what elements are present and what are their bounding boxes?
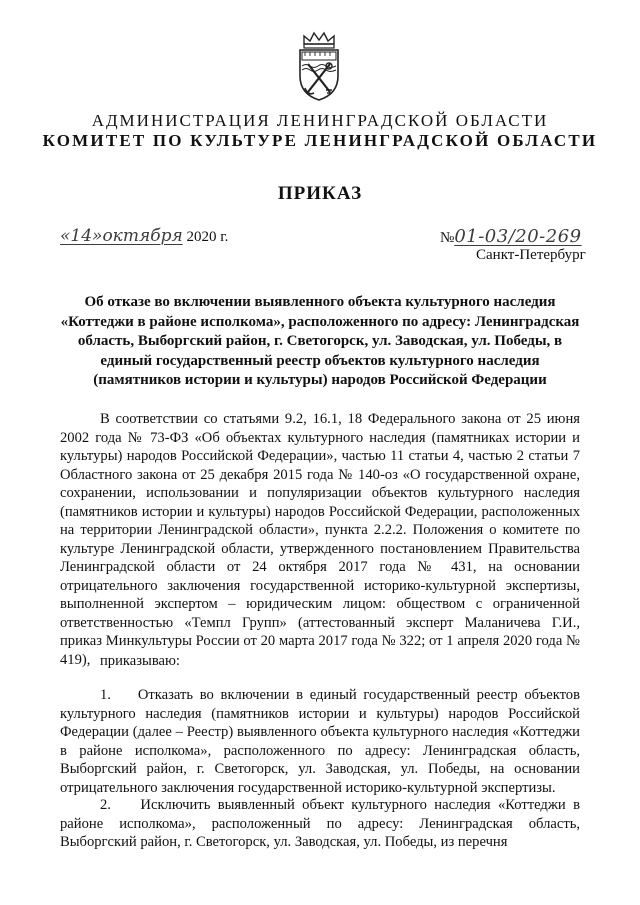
item-1-paragraph: 1. Отказать во включении в единый государственный реестр объектов культурного наследия (памятников истории и культуры) народов Российской Федерации (далее – Реестр) выявленного объекта культурного наследия «Коттеджи в районе исполкома», расположенного по адресу: Ленинградская область, Выборгский район, г. Светогорск, ул. Заводская, ул. Победы, на основании отрицательного заключения государственной историко-культурной экспертизы. <box>60 687 580 796</box>
order-word: приказываю: <box>100 653 180 669</box>
administration-name: АДМИНИСТРАЦИЯ ЛЕНИНГРАДСКОЙ ОБЛАСТИ <box>91 111 549 130</box>
number-prefix: № <box>440 230 455 246</box>
city: Санкт-Петербург <box>476 247 586 263</box>
item-2-paragraph: 2. Исключить выявленный объект культурного наследия «Коттеджи в районе исполкома», расположенный по адресу: Ленинградская область, Выборгский район, г. Светогорск, ул. Заводская, ул. Победы, из перечня <box>60 797 580 850</box>
order-date <box>60 226 228 246</box>
page-title: ПРИКАЗ <box>277 183 363 204</box>
date-year: 2020 г. <box>186 229 229 245</box>
order-number <box>440 226 582 247</box>
order-subject: Об отказе во включении выявленного объекта культурного наследия «Коттеджи в районе исполкома», расположенного по адресу: Ленинградская область, Выборгский район, г. Светогорск, ул. Заводская, ул. Победы, в единый государственный реестр объектов культурного наследия (памятников истории и культуры) народов Российской Федерации <box>60 294 580 388</box>
number-value: 01-03/20-269 <box>454 226 582 247</box>
date-month: октября <box>102 226 183 246</box>
committee-name: КОМИТЕТ ПО КУЛЬТУРЕ ЛЕНИНГРАДСКОЙ ОБЛАСТИ <box>42 131 598 150</box>
leningrad-region-coat-of-arms-icon <box>296 30 342 102</box>
date-day: «14» <box>60 226 103 246</box>
preamble-paragraph: В соответствии со статьями 9.2, 16.1, 18 Федерального закона от 25 июня 2002 года № 73-ФЗ «Об объектах культурного наследия (памятниках истории и культуры) народов Российской Федерации», частью 11 статьи 4, частью 2 статьи 7 Областного закона от 25 декабря 2015 года № 140-оз «О государственной охране, сохранении, использовании и популяризации объектов культурного наследия (памятников истории и культуры) народов Российской Федерации, расположенных на территории Ленинградской области», пункта 2.2.2. Положения о комитете по культуре Ленинградской области, утвержденного постановлением Правительства Ленинградской области от 24 октября 2017 года № 431, на основании отрицательного заключения государственной историко-культурной экспертизы, выполненной экспертом – юридическим лицом: обществом с ограниченной ответственностью «Темпл Групп» (аттестованный эксперт Маланичева Г.И., приказ Минкультуры России от 20 марта 2017 года № 322; от 1 апреля 2020 года № 419), <box>60 411 580 668</box>
